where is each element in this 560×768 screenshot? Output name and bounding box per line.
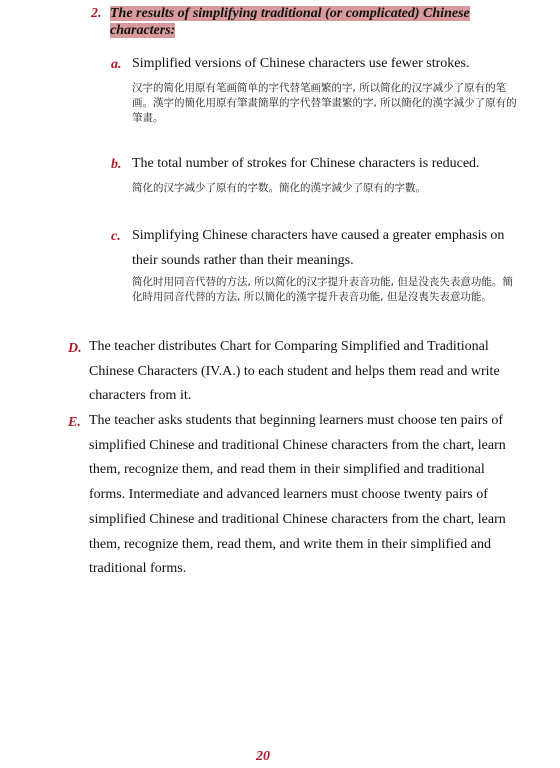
section-number: 2. — [91, 6, 102, 21]
item-a-english: Simplified versions of Chinese characters use fewer strokes. — [132, 56, 470, 71]
section-heading-text: The results of simplifying traditional (or complicated) Chinese characters: — [110, 6, 470, 38]
section-d-text: The teacher distributes Chart for Comparing Simplified and Traditional Chinese Characters (IV.A.) to each student and helps them read and write characters from it. — [89, 339, 500, 404]
section-e-text: The teacher asks students that beginning learners must choose ten pairs of simplified Chinese and traditional Chinese characters from the chart, learn them, recognize them, and read them in their simplified and traditional forms. Intermediate and advanced learners must choose twenty pairs of simplified Chinese and traditional Chinese characters from the chart, learn them, recognize them, read them, and write them in their simplified and traditional forms. — [89, 413, 506, 577]
item-a-chinese: 汉字的简化用原有笔画简单的字代替笔画繁的字, 所以简化的汉字减少了原有的笔画。漢字的簡化用原有筆畫簡單的字代替筆畫繁的字, 所以簡化的漢字減少了原有的筆畫。 — [132, 82, 517, 124]
item-c-chinese: 简化时用同音代替的方法, 所以简化的汉字提升表音功能, 但是没丧失表意功能。簡化時用同音代替的方法, 所以簡化的漢字提升表音功能, 但是沒喪失表意功能。 — [132, 276, 513, 303]
item-a-marker: a. — [111, 57, 122, 72]
item-b-marker: b. — [111, 157, 122, 172]
page-number: 20 — [256, 749, 270, 764]
section-e-marker: E. — [68, 415, 81, 430]
item-b-chinese: 简化的汉字减少了原有的字数。簡化的漢字減少了原有的字數。 — [132, 182, 426, 194]
item-b-english: The total number of strokes for Chinese characters is reduced. — [132, 156, 480, 171]
section-heading — [110, 5, 482, 39]
section-d-marker: D. — [68, 341, 82, 356]
item-c-english: Simplifying Chinese characters have caused a greater emphasis on their sounds rather than their meanings. — [132, 228, 505, 268]
item-c-marker: c. — [111, 229, 121, 244]
